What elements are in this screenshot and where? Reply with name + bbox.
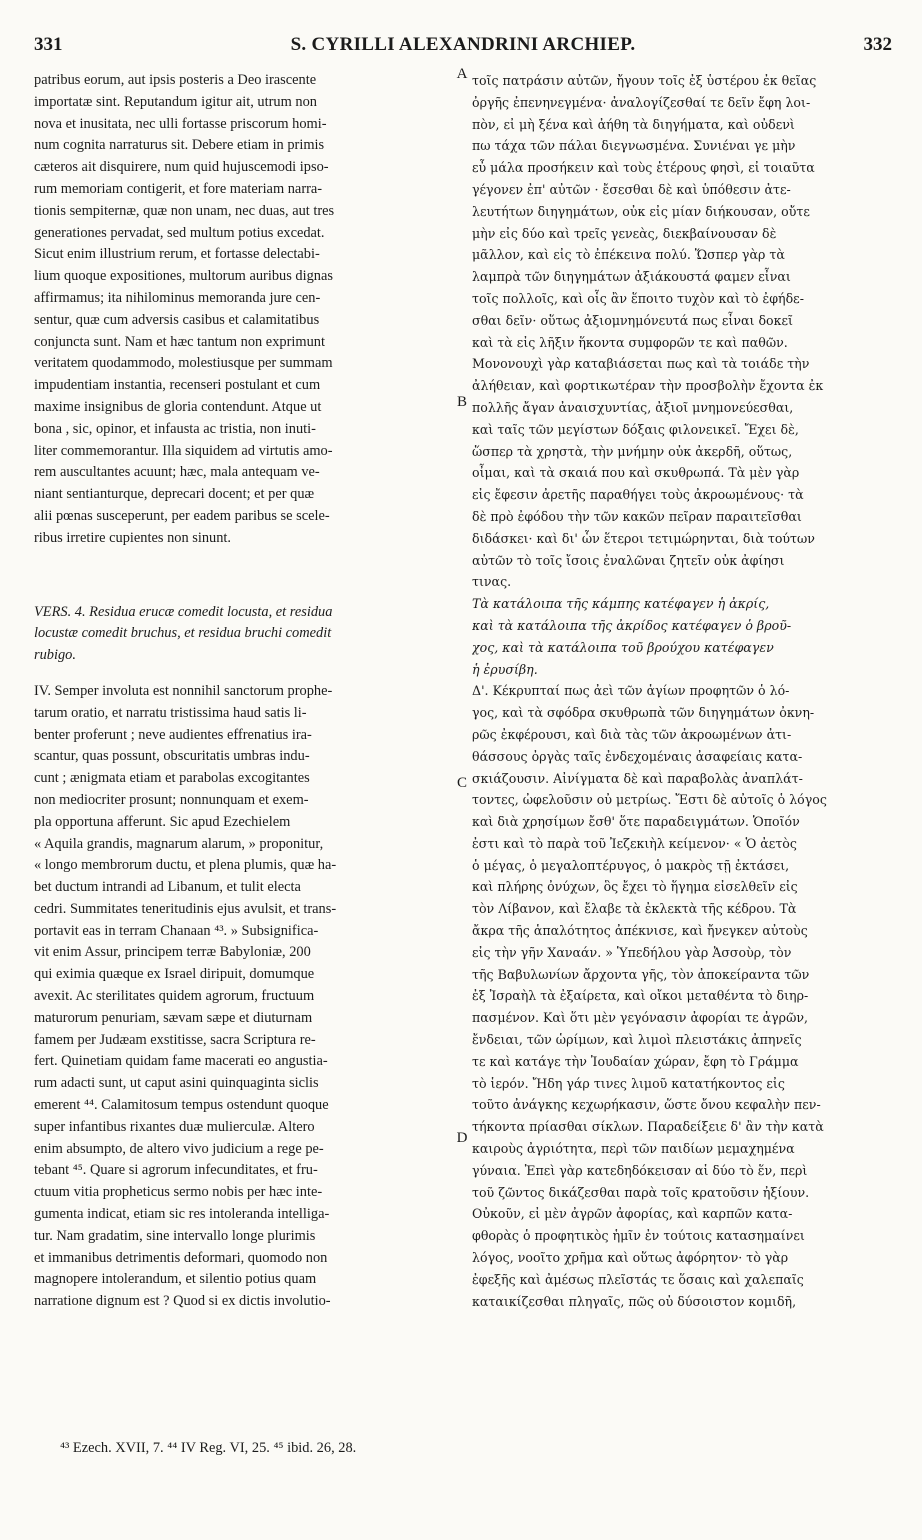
section-marker-a: A <box>456 66 468 82</box>
text-line: tarum oratio, et narratu tristissima haud satis li- <box>34 704 307 721</box>
text-line: et immanibus detrimentis deformari, quomodo non <box>34 1249 328 1266</box>
text-line: rum memoriam contigerit, et fore materiam narra- <box>34 180 323 197</box>
text-line: καὶ πλήρης ὀνύχων, ὃς ἔχει τὸ ἥγημα εἰσελθεῖν εἰς <box>472 879 798 895</box>
latin-column <box>34 70 452 1313</box>
text-line: ctuum vitia propheticus sermo nobis per hæc inte- <box>34 1184 323 1201</box>
text-line: super infantibus rixantes duæ mulierculæ. Altero <box>34 1118 315 1135</box>
text-line: affirmamus; ita nihilominus memoranda jure cen- <box>34 289 321 306</box>
text-line: cæteros ait disquirere, num quid hujuscemodi ipso- <box>34 159 329 176</box>
text-line: τοῖς πατράσιν αὐτῶν, ἤγουν τοῖς ἐξ ὑστέρου ἐκ θεῖας <box>472 73 817 88</box>
text-line: τοῦ ζῶντος δικάζεσθαι παρὰ τοῖς κρατοῦσιν ἠξίουν. <box>472 1184 810 1200</box>
text-line: λαμπρὰ τῶν διηγημάτων ἀξιάκουστά φαμεν εἶναι <box>472 269 791 285</box>
text-line: « longo membrorum ductu, et plena plumis, quæ ha- <box>34 857 337 874</box>
text-line: ἐξ Ἰσραὴλ τὰ ἐξαίρετα, καὶ οἴκοι μεταθέντα τὸ διηρ- <box>472 988 809 1004</box>
text-line: lium quoque expositiones, multorum auribus dignas <box>34 268 333 285</box>
text-line: Οὐκοῦν, εἰ μὲν ἀγρῶν ἀφορίας, καὶ καρπῶν κατα- <box>472 1206 793 1222</box>
text-line: γος, καὶ τὰ σφόδρα σκυθρωπὰ τῶν διηγημάτων ὀκνη- <box>472 705 815 721</box>
text-line: veritatem quodammodo, molestiusque per summam <box>34 355 333 372</box>
text-line: εἰς τὴν γῆν Χαναάν. » Ὑπεδήλου γὰρ Ἀσσοὺρ, τὸν <box>472 944 792 960</box>
text-line: magnopere intolerandum, et silentio potius quam <box>34 1271 317 1288</box>
text-line: tur. Nam gradatim, sine intervallo longe plurimis <box>34 1227 316 1244</box>
text-line: maturorum penuriam, sævam sæpe et diuturnam <box>34 1009 313 1026</box>
text-line: scantur, quas possunt, obscuritatis umbras indu- <box>34 748 310 765</box>
text-line: gumenta indicat, etiam sic res intoleranda intelliga- <box>34 1206 330 1223</box>
text-line: καὶ τὰ κατάλοιπα τῆς ἀκρίδος κατέφαγεν ὁ βροῦ- <box>472 617 792 633</box>
text-line: num cognita narraturus sit. Debere etiam in primis <box>34 137 325 154</box>
text-line: rem auscultantes acuunt; hæc, mala antequam ve- <box>34 464 320 481</box>
text-line: διδάσκει· καὶ δι' ὧν ἕτεροι τετιμώρηνται, διὰ τούτων <box>472 530 815 546</box>
text-line: ἀλήθειαν, καὶ φορτικωτέραν τὴν προσβολὴν ἔχοντα ἐκ <box>472 378 824 394</box>
text-line: Sicut enim illustrium rerum, et fortasse delectabi- <box>34 246 320 263</box>
latin-paragraph-2 <box>34 681 452 1313</box>
text-line: sentur, quæ cum adversis casibus et calamitatibus <box>34 311 320 328</box>
text-line: niant sentianturque, deprecari docent; et per quæ <box>34 486 315 503</box>
text-line: alii pœnas susceperunt, per eadem paribus se scele- <box>34 507 330 524</box>
text-line: φθορὰς ὁ προφητικὸς ἡμῖν ἐν τούτοις κατασημαίνει <box>472 1228 805 1244</box>
latin-paragraph-1 <box>34 70 452 550</box>
text-line: μᾶλλον, καὶ εἰς τὸ ἐπέκεινα πολύ. Ὥσπερ γὰρ τὰ <box>472 247 785 263</box>
text-line: εἰς ἔφεσιν ἀρετῆς παραθήγει τοὺς ἀκροωμένους· τὰ <box>472 487 804 503</box>
text-line: pla opportuna afferunt. Sic apud Ezechielem <box>34 813 291 830</box>
text-line: καὶ τὰ εἰς λῆξιν ἥκοντα συμφορῶν τε καὶ παθῶν. <box>472 334 788 350</box>
text-line: Μονονουχὶ γὰρ καταβιάσεται πως καὶ τὰ τοιάδε τὴν <box>472 356 810 372</box>
text-line: avexit. Ac sterilitates quidem agrorum, fructuum <box>34 988 315 1005</box>
text-line: rubigo. <box>34 647 76 664</box>
text-line: conjuncta sunt. Nam et hæc tantum non exprimunt <box>34 333 325 350</box>
text-line: « Aquila grandis, magnarum alarum, » proponitur, <box>34 835 324 852</box>
text-line: locustæ comedit bruchus, et residua bruchi comedit <box>34 625 332 642</box>
text-line: rum adacti sunt, ut caput asini quinquaginta siclis <box>34 1075 319 1092</box>
page-header <box>34 34 892 60</box>
text-line: τοῖς πολλοῖς, καὶ οἷς ἂν ἕποιτο τυχὸν καὶ τὸ ἐφήδε- <box>472 290 804 306</box>
text-line: ὀργῆς ἐπενηνεγμένα· ἀναλογίζεσθαί τε δεῖν ἔφη λοι- <box>472 94 811 110</box>
text-line: πολλῆς ἄγαν ἀναισχυντίας, ἀξιοῖ μνημονεύεσθαι, <box>472 399 794 415</box>
text-line: liter commemorantur. Illa siquidem ad virtutis amo- <box>34 442 333 459</box>
text-line: famem per Judæam exstitisse, sacra Scriptura re- <box>34 1031 316 1048</box>
footnotes: ⁴³ Ezech. XVII, 7. ⁴⁴ IV Reg. VI, 25. ⁴⁵ ibid. 26, 28. <box>60 1440 357 1456</box>
text-line: cunt ; ænigmata etiam et parabolas excogitantes <box>34 770 310 787</box>
text-line: θάσσους ὀργὰς ταῖς ἐνδεχομέναις ἀσαφείαις κατα- <box>472 748 803 764</box>
greek-verse <box>472 593 890 680</box>
text-line: vit enim Assur, principem terræ Babyloniæ, 200 <box>34 944 311 961</box>
text-line: importatæ sint. Reputandum igitur ait, utrum non <box>34 93 317 110</box>
text-line: emerent ⁴⁴. Calamitosum tempus ostendunt quoque <box>34 1097 329 1114</box>
text-line: enim absumpto, de altero vivo judicium a rege pe- <box>34 1140 324 1157</box>
section-marker-c: C <box>456 775 467 791</box>
text-line: narratione dignum est ? Quod si ex dictis involutio- <box>34 1293 331 1310</box>
text-line: καὶ διὰ χρησίμων ἔσθ' ὅτε παραδειγμάτων. Ὁποῖόν <box>472 814 800 830</box>
text-line: λόγος, νοοῖτο χρῆμα καὶ οὕτως ἀφόρητον· τὸ γὰρ <box>472 1250 789 1266</box>
text-line: τῆς Βαβυλωνίων ἄρχοντα γῆς, τὸν ἀποκείραντα τῶν <box>472 966 810 982</box>
text-line: bona , sic, opinor, et infausta ac tristia, non inuti- <box>34 420 316 437</box>
text-line: maxime insignibus de gloria contendunt. Atque ut <box>34 398 322 415</box>
text-line: patribus eorum, aut ipsis posteris a Deo irascente <box>34 72 317 88</box>
text-line: τινας. <box>472 574 512 590</box>
text-line: καὶ ταῖς τῶν μεγίστων δόξαις φιλονεικεῖ. Ἔχει δὲ, <box>472 421 799 437</box>
text-line: IV. Semper involuta est nonnihil sanctorum prophe- <box>34 682 333 699</box>
text-line: ὁ μέγας, ὁ μεγαλοπτέρυγος, ὁ μακρὸς τῇ ἐκτάσει, <box>472 857 790 873</box>
text-line: σκιάζουσιν. Αἰνίγματα δὲ καὶ παραβολὰς ἀναπλάτ- <box>472 770 803 786</box>
text-line: ἔνδειαι, τῶν ὡρίμων, καὶ λιμοὶ πλειστάκις ἀπηνεῖς <box>472 1032 802 1048</box>
page-number-left: 331 <box>34 34 63 55</box>
text-line: τὸν Λίβανον, καὶ ἔλαβε τὰ ἐκλεκτὰ τῆς κέδρου. Τὰ <box>472 901 797 917</box>
text-line: εὖ μάλα προσήκειν καὶ τοὺς ἑτέρους φησὶ, εἰ τοιαῦτα <box>472 160 815 176</box>
text-line: tionis sempiternæ, quæ non unam, nec duas, aut tres <box>34 202 335 219</box>
greek-column <box>472 70 890 1312</box>
text-line: qui eximia quæque ex Israel diripuit, domumque <box>34 966 315 983</box>
text-line: πω τάχα τῶν πάλαι διεγνωσμένα. Συνιέναι γε μὴν <box>472 138 796 154</box>
text-line: ἐστι καὶ τὸ παρὰ τοῦ Ἰεζεκιὴλ κείμενον· « Ὁ ἀετὸς <box>472 835 797 851</box>
text-line: tebant ⁴⁵. Quare si agrorum infecunditates, et fru- <box>34 1162 318 1179</box>
text-line: γύναια. Ἐπεὶ γὰρ κατεδηδόκεισαν αἱ δύο τὸ ἕν, περὶ <box>472 1162 808 1178</box>
text-line: μὴν εἰς δύο καὶ τρεῖς γενεὰς, διεκβαίνουσαν δὲ <box>472 225 777 241</box>
text-line: δὲ πρὸ ἐφόδου τὴν τῶν κακῶν πεῖραν παραιτεῖσθαι <box>472 508 802 524</box>
latin-verse <box>34 602 452 667</box>
text-line: ρῶς ἐκφέρουσι, καὶ διὰ τὰς τῶν ἀκροωμένων ἀτι- <box>472 726 792 742</box>
text-line: σθαι δεῖν· οὕτως ἀξιομνημόνευτά πως εἶναι δοκεῖ <box>472 312 793 328</box>
running-title: S. CYRILLI ALEXANDRINI ARCHIEP. <box>290 34 636 55</box>
page-number-right: 332 <box>863 34 892 55</box>
text-line: non mediocriter prosunt; nonnunquam et exem- <box>34 791 309 808</box>
text-line: τε καὶ κατάγε τὴν Ἰουδαίαν χώραν, ἔφη τὸ Γράμμα <box>472 1053 799 1069</box>
text-line: nova et inusitata, nec ulli fortasse priscorum homi- <box>34 115 327 132</box>
text-line: impudentiam instantia, recenseri postulant et cum <box>34 377 321 394</box>
section-marker-d: D <box>456 1130 468 1146</box>
text-line: Δ'. Κέκρυπταί πως ἀεὶ τῶν ἁγίων προφητῶν ὁ λό- <box>472 683 790 699</box>
text-line: αὐτῶν τὸ τοῖς ἴσοις ἐναλῶναι ζητεῖν οὐκ ἀφίησι <box>472 552 785 568</box>
text-line: VERS. 4. Residua erucæ comedit locusta, et residua <box>34 603 333 620</box>
text-line: τοῦτο ἀνάγκης κεχωρήκασιν, ὥστε ὄνου κεφαλὴν πεν- <box>472 1097 821 1113</box>
text-line: χος, καὶ τὰ κατάλοιπα τοῦ βρούχου κατέφαγεν <box>472 639 774 655</box>
text-line: καιροὺς ἀγριότητα, περὶ τῶν παιδίων μεμαχημένα <box>472 1141 795 1157</box>
greek-paragraph-2 <box>472 680 890 1312</box>
text-line: τὸ ἱερόν. Ἤδη γάρ τινες λιμοῦ κατατήκοντος εἰς <box>472 1075 785 1091</box>
text-line: Τὰ κατάλοιπα τῆς κάμπης κατέφαγεν ἡ ἀκρίς, <box>472 596 770 612</box>
text-line: ὥσπερ τὰ χρηστὰ, τὴν μνήμην οὐκ ἀκερδῆ, οὕτως, <box>472 443 793 459</box>
section-marker-b: B <box>456 394 467 410</box>
greek-paragraph-1 <box>472 70 890 593</box>
text-line: τήκοντα πρίασθαι σίκλων. Παραδείξειε δ' ἂν τὴν κατὰ <box>472 1119 824 1135</box>
text-line: οἶμαι, καὶ τὰ σκαιά που καὶ σκυθρωπά. Τὰ μὲν γὰρ <box>472 465 800 481</box>
text-line: portavit eas in terram Chanaan ⁴³. » Subsignifica- <box>34 922 319 939</box>
text-line: ἄκρα τῆς ἁπαλότητος ἀπέκνισε, καὶ ἤνεγκεν αὐτοὺς <box>472 923 808 939</box>
text-line: generationes pervadat, sed multum potius excedat. <box>34 224 325 241</box>
text-line: fert. Quinetiam quidam fame macerati eo angustia- <box>34 1053 328 1070</box>
text-line: πασμένον. Καὶ ὅτι μὲν γεγόνασιν ἀφορίαι τε ἀγρῶν, <box>472 1010 808 1026</box>
text-line: λευτήτων διηγημάτων, οὐκ εἰς μίαν διήκουσαν, οὔτε <box>472 203 810 219</box>
text-line: ἡ ἐρυσίβη. <box>472 661 538 677</box>
text-line: τοντες, ὠφελοῦσιν οὐ μετρίως. Ἔστι δὲ αὐτοῖς ὁ λόγος <box>472 792 827 808</box>
text-line: γέγονεν ἐπ' αὐτῶν · ἔσεσθαι δὲ καὶ ὑπόθεσιν ἀτε- <box>472 181 791 197</box>
text-line: καταικίζεσθαι πληγαῖς, πῶς οὐ δύσοιστον κομιδῆ, <box>472 1293 797 1309</box>
text-line: benter proferunt ; neve audientes effrenatius ira- <box>34 726 312 743</box>
text-line: ribus irretire cupientes non sinunt. <box>34 529 232 546</box>
text-line: πὸν, εἰ μὴ ξένα καὶ ἀήθη τὰ διηγήματα, καὶ οὐδενὶ <box>472 116 795 132</box>
text-line: bet ductum intrandi ad Libanum, et tulit electa <box>34 879 301 896</box>
text-line: cedri. Summitates teneritudinis ejus avulsit, et trans- <box>34 900 337 917</box>
text-line: ἐφεξῆς καὶ ἀμέσως πλεῖστάς τε ὅσαις καὶ χαλεπαῖς <box>472 1271 804 1287</box>
